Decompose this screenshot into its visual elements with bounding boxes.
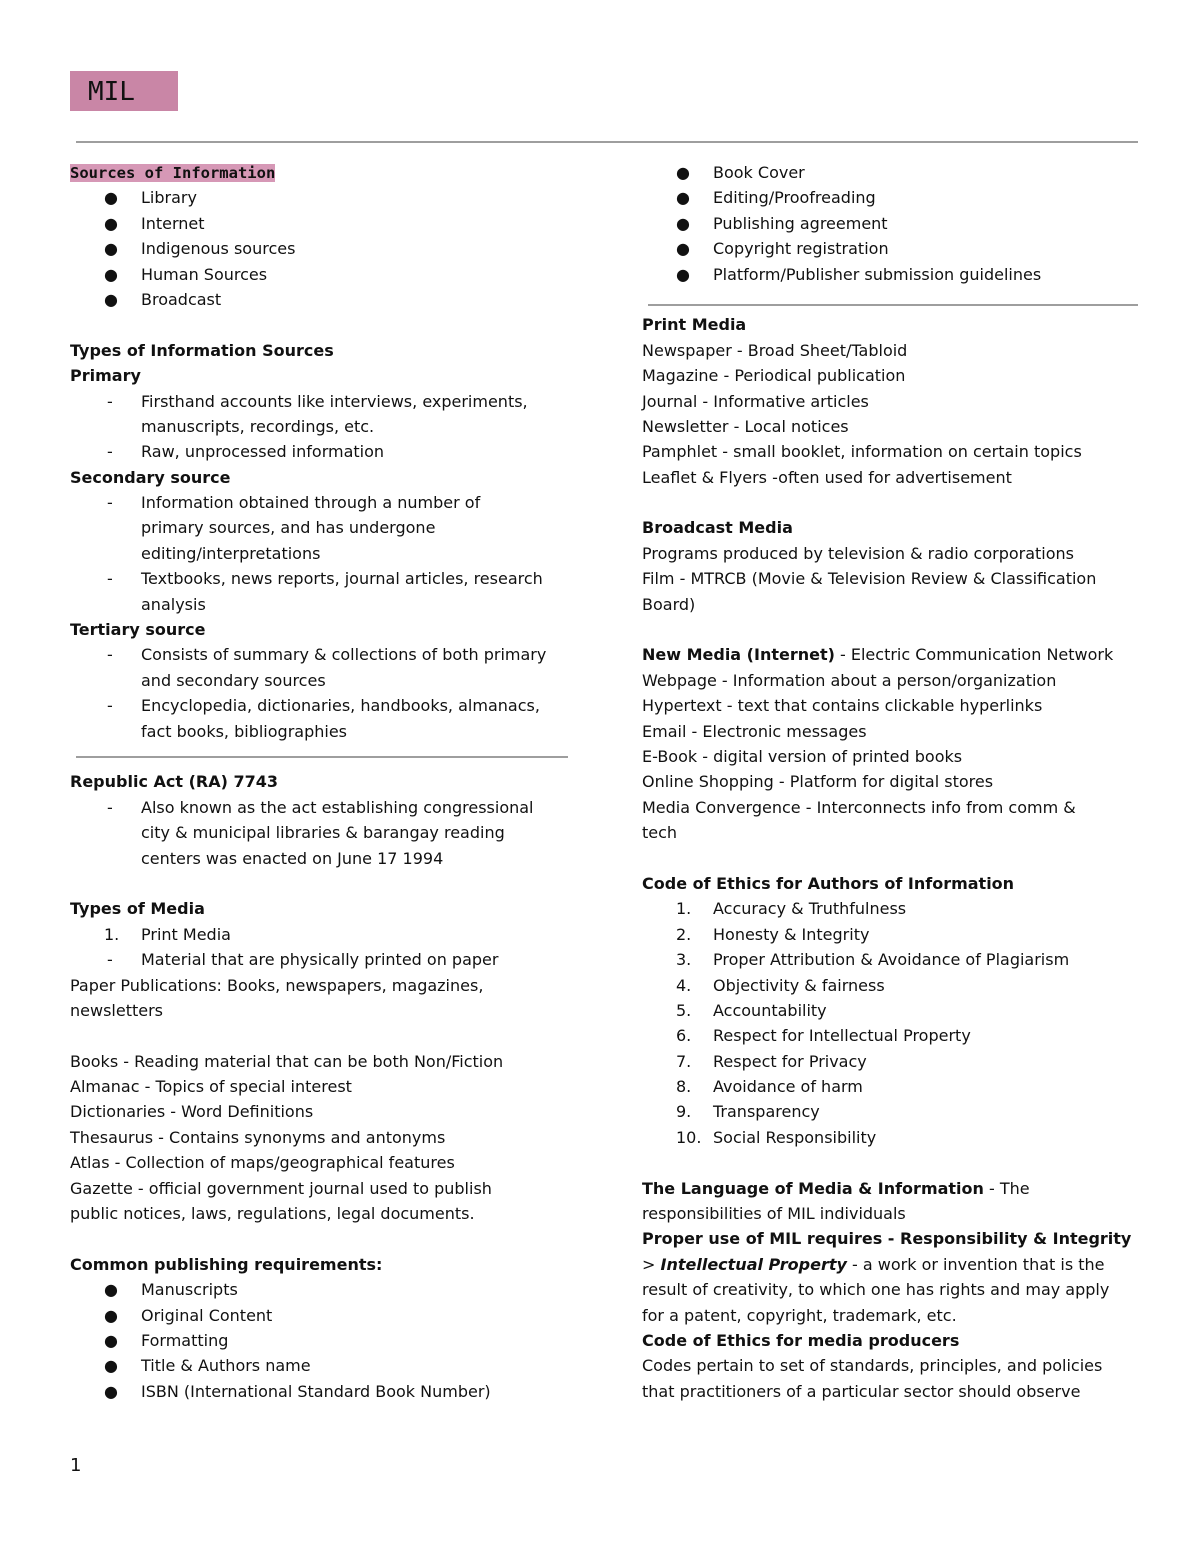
print-line: Newsletter - Local notices [642, 416, 849, 436]
ip-line: > Intellectual Property - a work or invention that is the [642, 1254, 1105, 1274]
publication-line: Thesaurus - Contains synonyms and antonyms [70, 1127, 446, 1147]
list-item: 7. Respect for Privacy [676, 1051, 867, 1071]
ip-line: for a patent, copyright, trademark, etc. [642, 1305, 957, 1325]
page-number: 1 [70, 1455, 82, 1476]
language-line: responsibilities of MIL individuals [642, 1204, 906, 1224]
ra-heading: Republic Act (RA) 7743 [70, 772, 279, 792]
list-item: - Also known as the act establishing congressional [107, 797, 534, 817]
newmedia-line: Email - Electronic messages [642, 721, 867, 741]
document-title: MIL [88, 77, 135, 107]
publication-line: Atlas - Collection of maps/geographical features [70, 1153, 455, 1173]
newmedia-heading-line: New Media (Internet) - Electric Communication Network [642, 645, 1114, 665]
list-item: ● Original Content [104, 1305, 273, 1325]
list-item: ● Library [104, 188, 197, 208]
types-heading: Types of Information Sources [70, 340, 334, 360]
newmedia-line: Hypertext - text that contains clickable hyperlinks [642, 696, 1043, 716]
print-line: Magazine - Periodical publication [642, 366, 906, 386]
list-item: ● Formatting [104, 1330, 229, 1350]
print-line: Journal - Informative articles [642, 391, 869, 411]
list-item: - Material that are physically printed on paper [107, 950, 499, 970]
tertiary-heading: Tertiary source [70, 620, 206, 640]
list-item: 6. Respect for Intellectual Property [676, 1026, 971, 1046]
list-item: ● Copyright registration [676, 239, 889, 259]
header-divider [76, 141, 1138, 143]
list-item: 1. Print Media [104, 924, 231, 944]
publication-line: Gazette - official government journal used to publish [70, 1178, 492, 1198]
list-item: - Information obtained through a number of [107, 493, 481, 513]
producers-line: that practitioners of a particular sector should observe [642, 1381, 1081, 1401]
list-item: ● Broadcast [104, 289, 222, 309]
list-item: ● Human Sources [104, 264, 268, 284]
newmedia-line: Online Shopping - Platform for digital stores [642, 772, 994, 792]
list-item: - Raw, unprocessed information [107, 442, 385, 462]
producers-line: Codes pertain to set of standards, principles, and policies [642, 1356, 1103, 1376]
section-divider [76, 756, 568, 758]
list-item: ● Indigenous sources [104, 239, 296, 259]
list-item: ● Manuscripts [104, 1280, 238, 1300]
media-heading: Types of Media [70, 899, 205, 919]
ip-line: result of creativity, to which one has rights and may apply [642, 1280, 1110, 1300]
publishing-heading: Common publishing requirements: [70, 1254, 383, 1274]
list-item: 10. Social Responsibility [676, 1127, 877, 1147]
print-heading: Print Media [642, 315, 747, 335]
left-column: Sources of Information ● Library ● Internet ● Indigenous sources ● Human Sources ● Broadcast Types of Information Sources Primary - Firsthand accounts like interviews, experiments, manuscripts, recordings, etc. - Raw, unprocessed information Secondary source - Information obtained through a number of primary sources, and has undergone editing/interpretations - Textbooks, news reports, journal articles, research analysis Tertiary source - Consists of summary & collections of both primary and secondary sources - Encyclopedia, dictionaries, handbooks, almanacs, fact books, bibliographies Republic Act (RA) 7743 - Also known as the act establishing congressional city & municipal libraries & barangay reading centers was enacted on June 17 1994 Types of Media 1. Print Media - Material that are physically printed on paper Paper Publications: Books, newspapers, magazines, newsletters Books - Reading material that can be both Non/Fiction Almanac - Topics of special interest Dictionaries - Word Definitions Thesaurus - Contains synonyms and antonyms Atlas - Collection of maps/geographical features Gazette - official government journal used to publish public notices, laws, regulations, legal documents. Common publishing requirements: ● Manuscripts ● Original Content ● Formatting ● Title & Authors name ● ISBN (International Standard Book Number) [70, 160, 580, 1404]
newmedia-line: Media Convergence - Interconnects info from comm & [642, 797, 1076, 817]
secondary-heading: Secondary source [70, 467, 231, 487]
publication-line: Almanac - Topics of special interest [70, 1077, 352, 1097]
list-item: - Consists of summary & collections of both primary [107, 645, 547, 665]
list-item: 4. Objectivity & fairness [676, 975, 885, 995]
paper-publications: Paper Publications: Books, newspapers, magazines, [70, 975, 484, 995]
list-item: 2. Honesty & Integrity [676, 924, 870, 944]
list-item: - Textbooks, news reports, journal articles, research [107, 569, 543, 589]
newmedia-line: E-Book - digital version of printed books [642, 746, 963, 766]
list-item: - Firsthand accounts like interviews, experiments, [107, 391, 528, 411]
list-item: 5. Accountability [676, 1000, 827, 1020]
right-column [642, 160, 1152, 1404]
print-line: Leaflet & Flyers -often used for advertisement [642, 467, 1012, 487]
broadcast-heading: Broadcast Media [642, 518, 793, 538]
publication-line: Books - Reading material that can be both Non/Fiction [70, 1051, 504, 1071]
list-item: ● ISBN (International Standard Book Number) [104, 1381, 491, 1401]
newmedia-line: tech [642, 823, 678, 843]
broadcast-line: Board) [642, 594, 696, 614]
publication-line: Dictionaries - Word Definitions [70, 1102, 314, 1122]
broadcast-line: Programs produced by television & radio corporations [642, 543, 1075, 563]
newmedia-line: Webpage - Information about a person/organization [642, 670, 1057, 690]
list-item: ● Book Cover [676, 163, 805, 182]
publication-line: public notices, laws, regulations, legal documents. [70, 1204, 475, 1224]
list-item: ● Publishing agreement [676, 213, 888, 233]
list-item: ● Platform/Publisher submission guidelines [676, 264, 1042, 284]
broadcast-line: Film - MTRCB (Movie & Television Review & Classification [642, 569, 1097, 589]
print-line: Pamphlet - small booklet, information on certain topics [642, 442, 1082, 462]
section-divider [648, 304, 1138, 306]
list-item: 9. Transparency [676, 1102, 820, 1122]
list-item: 8. Avoidance of harm [676, 1077, 863, 1097]
list-item: - Encyclopedia, dictionaries, handbooks, almanacs, [107, 696, 540, 716]
list-item: ● Internet [104, 213, 205, 233]
list-item: 1. Accuracy & Truthfulness [676, 899, 907, 919]
proper-use-line: Proper use of MIL requires - Responsibility & Integrity [642, 1229, 1132, 1249]
title-badge [70, 71, 178, 111]
primary-heading: Primary [70, 366, 141, 386]
list-item: 3. Proper Attribution & Avoidance of Plagiarism [676, 950, 1070, 970]
list-item: ● Title & Authors name [104, 1356, 311, 1376]
language-heading-line: The Language of Media & Information - The [642, 1178, 1030, 1198]
producers-heading: Code of Ethics for media producers [642, 1330, 960, 1350]
sources-heading: Sources of Information [70, 164, 276, 182]
print-line: Newspaper - Broad Sheet/Tabloid [642, 340, 908, 360]
ethics-heading: Code of Ethics for Authors of Information [642, 873, 1015, 893]
list-item: ● Editing/Proofreading [676, 188, 876, 208]
